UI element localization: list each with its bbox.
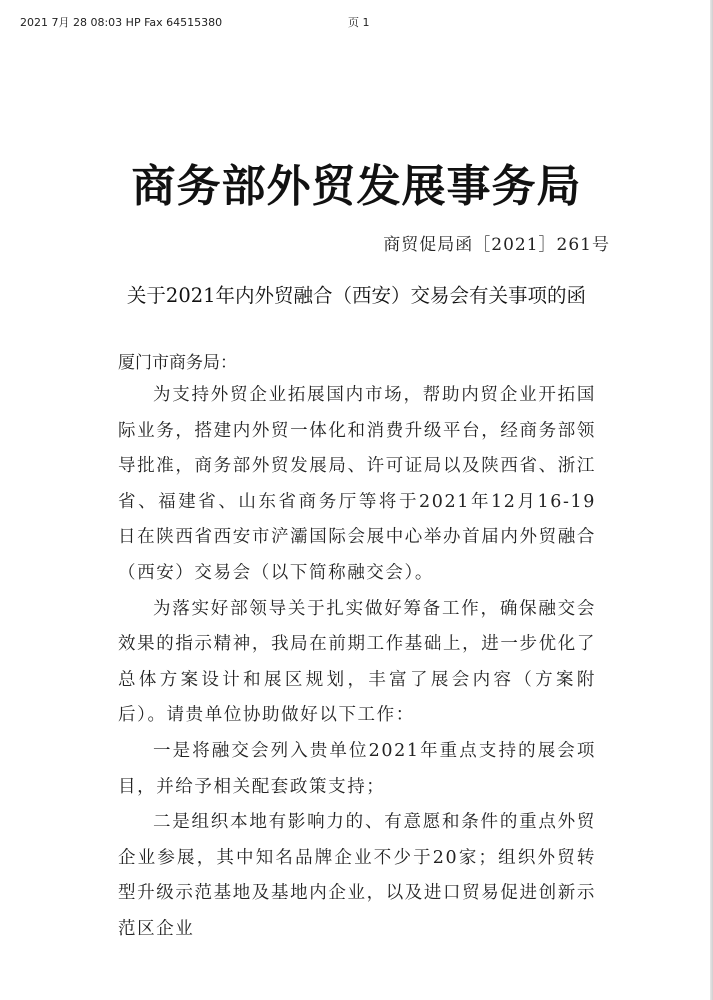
document-number: 商贸促局函［2021］261号	[383, 235, 610, 255]
document-subject: 关于2021年内外贸融合（西安）交易会有关事项的函	[126, 284, 587, 307]
body-paragraph-item-two: 二是组织本地有影响力的、有意愿和条件的重点外贸企业参展，其中知名品牌企业不少于20家；组织外贸转型升级示范基地及基地内企业，以及进口贸易促进创新示范区企业	[118, 812, 596, 939]
body-paragraph-request: 为落实好部领导关于扎实做好筹备工作，确保融交会效果的指示精神，我局在前期工作基础上，进一步优化了总体方案设计和展区规划，丰富了展会内容（方案附后）。请贵单位协助做好以下工作：	[118, 598, 596, 726]
letter-body	[118, 378, 596, 948]
fax-transmission-info: 2021 7月 28 08:03 HP Fax 64515380	[20, 16, 223, 29]
organization-title: 商务部外贸发展事务局	[131, 161, 582, 212]
body-paragraph-intro: 为支持外贸企业拓展国内市场，帮助内贸企业开拓国际业务，搭建内外贸一体化和消费升级平台，经商务部领导批准，商务部外贸发展局、许可证局以及陕西省、浙江省、福建省、山东省商务厅等将于2021年12月16-19日在陕西省西安市浐灞国际会展中心举办首届内外贸融合（西安）交易会（以下简称融交会）。	[118, 385, 596, 583]
fax-page-number: 页 1	[348, 16, 370, 29]
fax-header	[0, 14, 713, 30]
body-paragraph-item-one: 一是将融交会列入贵单位2021年重点支持的展会项目，并给予相关配套政策支持；	[118, 740, 596, 797]
addressee: 厦门市商务局：	[118, 353, 237, 373]
